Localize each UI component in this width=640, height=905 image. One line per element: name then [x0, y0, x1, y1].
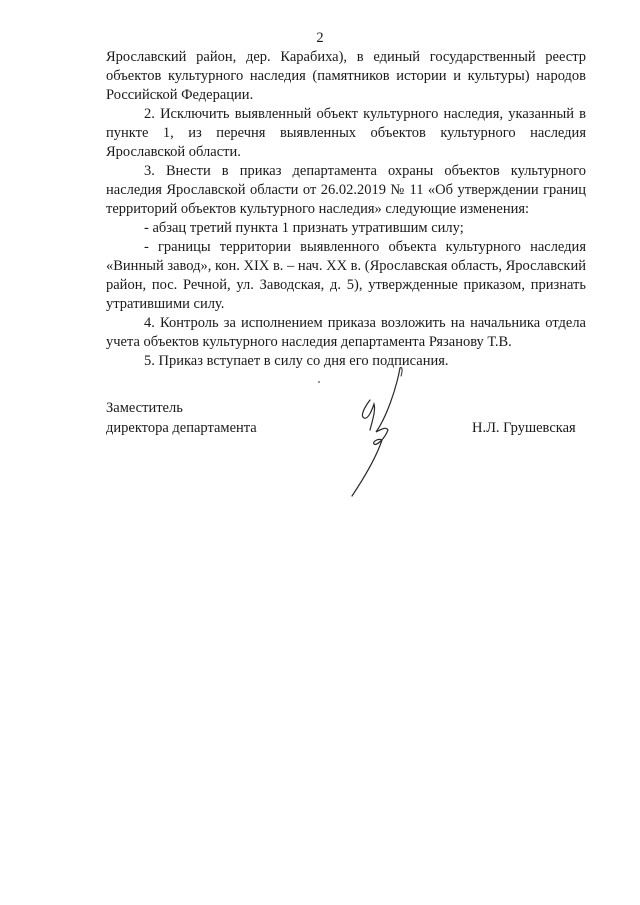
handwritten-signature [330, 360, 420, 500]
signatory-position-line2: директора департамента [106, 420, 257, 436]
paragraph-item-3: 3. Внести в приказ департамента охраны объектов культурного наследия Ярославской области от 26.02.2019 № 11 «Об утверждении границ территорий объектов культурного наследия» следующие изменения: [106, 163, 586, 217]
signatory-position [106, 398, 257, 438]
signatory-name: Н.Л. Грушевская [472, 420, 576, 436]
paragraph-item-3-subitem-1: - абзац третий пункта 1 признать утратившим силу; [144, 220, 464, 236]
page-number: 2 [316, 30, 324, 46]
signatory-position-line1: Заместитель [106, 400, 183, 416]
paragraph-item-3-subitem-2: - границы территории выявленного объекта культурного наследия «Винный завод», кон. XIX в. – нач. XX в. (Ярославская область, Ярославский район, пос. Речной, ул. Заводская, д. 5), утвержденные приказом, признать утратившими силу. [106, 239, 586, 312]
paragraph-item-5: 5. Приказ вступает в силу со дня его подписания. [144, 353, 449, 369]
paragraph-item-2: 2. Исключить выявленный объект культурного наследия, указанный в пункте 1, из перечня выявленных объектов культурного наследия Ярославской области. [106, 106, 586, 160]
scan-speck [318, 381, 320, 383]
document-body [106, 48, 586, 371]
paragraph-continuation: Ярославский район, дер. Карабиха), в единый государственный реестр объектов культурного наследия (памятников истории и культуры) народов Российской Федерации. [106, 49, 586, 103]
paragraph-item-4: 4. Контроль за исполнением приказа возложить на начальника отдела учета объектов культурного наследия департамента Рязанову Т.В. [106, 315, 586, 350]
